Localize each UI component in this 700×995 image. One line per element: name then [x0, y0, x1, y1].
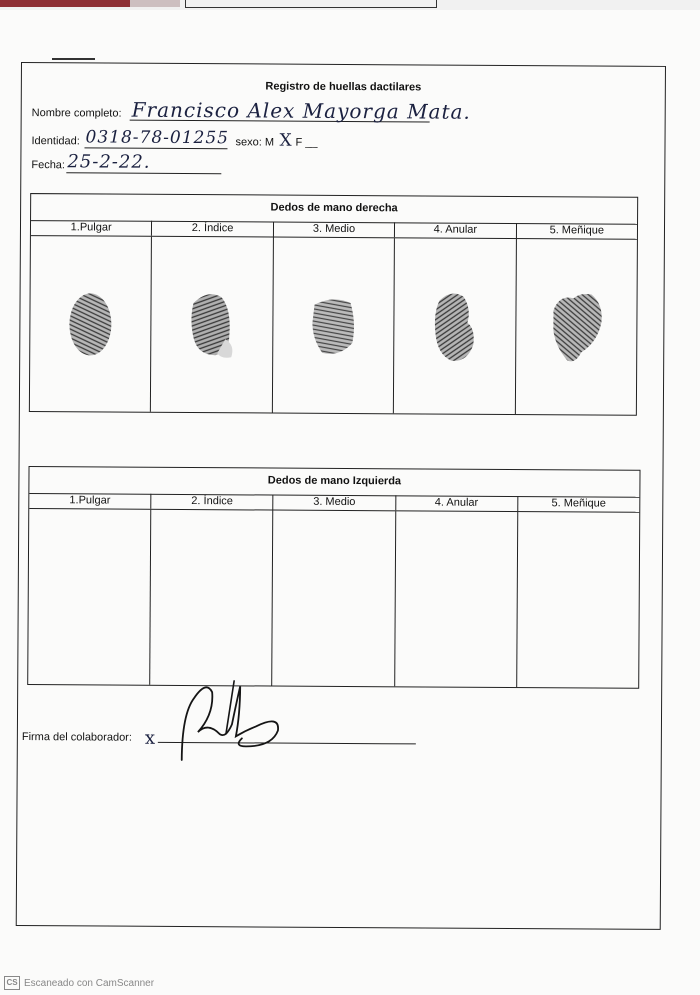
scan-edge-table	[185, 0, 437, 8]
signature-label: Firma del colaborador:	[21, 731, 132, 744]
left-hand-cells	[28, 509, 639, 688]
form-title: Registro de huellas dactilares	[265, 80, 422, 94]
stray-dash	[52, 58, 95, 60]
right-little-cell	[515, 239, 636, 415]
sex-f-label: F __	[295, 136, 318, 149]
right-hand-table	[29, 193, 638, 416]
id-value: 0318-78-01255	[85, 127, 230, 149]
right-index-cell	[151, 237, 273, 413]
scanner-footer	[4, 976, 154, 990]
fingerprint-little-icon	[547, 290, 605, 364]
id-label: Identidad:	[31, 135, 80, 148]
left-col-middle: 3. Medio	[274, 495, 396, 511]
right-middle-cell	[273, 238, 395, 414]
left-middle-cell	[273, 511, 396, 687]
right-col-ring: 4. Anular	[395, 222, 516, 238]
left-thumb-cell	[28, 509, 151, 685]
left-col-ring: 4. Anular	[396, 495, 518, 511]
name-value: Francisco Alex Mayorga Mata.	[131, 97, 471, 124]
right-col-little: 5. Meñique	[549, 224, 605, 237]
right-hand-cells	[30, 236, 637, 415]
left-little-cell	[517, 512, 639, 688]
signature-scribble-icon	[176, 674, 287, 765]
fingerprint-index-icon	[185, 289, 239, 361]
left-index-cell	[150, 510, 273, 686]
scan-top-edge	[0, 0, 700, 10]
fingerprint-thumb-icon	[67, 291, 113, 357]
left-col-thumb: 1.Pulgar	[29, 493, 151, 509]
right-ring-cell	[394, 238, 516, 414]
left-hand-header: Dedos de mano Izquierda	[29, 467, 639, 498]
right-hand-header: Dedos de mano derecha	[31, 194, 637, 225]
scan-edge-gray	[130, 0, 180, 7]
left-ring-cell	[395, 511, 518, 687]
signature-mark: x	[144, 727, 157, 749]
fingerprint-ring-icon	[430, 288, 480, 364]
right-col-thumb: 1.Pulgar	[31, 220, 152, 236]
right-col-index: 2. Índice	[152, 221, 273, 237]
fingerprint-middle-icon	[308, 294, 358, 356]
fingerprint-form	[16, 62, 666, 930]
scan-edge-red	[0, 0, 130, 7]
left-col-little: 5. Meñique	[551, 497, 606, 510]
camscanner-logo: CS	[4, 976, 20, 990]
scanner-footer-text: Escaneado con CamScanner	[24, 977, 155, 989]
left-col-index: 2. Índice	[151, 494, 273, 510]
date-label: Fecha:	[31, 159, 66, 172]
date-value: 25-2-22.	[67, 151, 151, 173]
name-label: Nombre completo:	[31, 107, 122, 120]
right-thumb-cell	[30, 236, 152, 412]
right-col-middle: 3. Medio	[274, 222, 395, 238]
sex-label: sexo: M	[235, 136, 275, 149]
sex-mark: X	[279, 130, 293, 151]
left-hand-table	[27, 466, 640, 689]
